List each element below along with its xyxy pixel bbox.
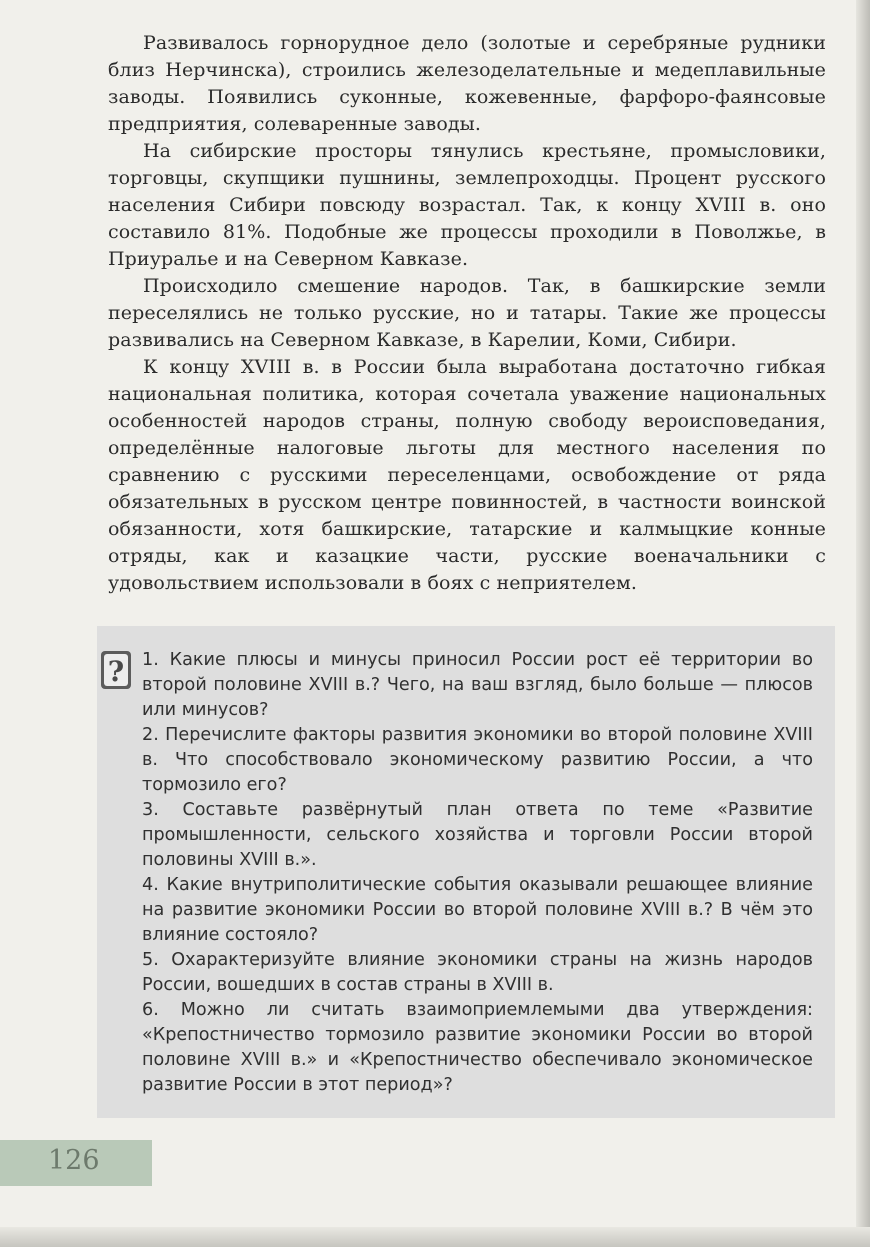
question-item: 3. Составьте развёрнутый план ответа по теме «Развитие промышленности, сельского хозяйства и торговли России второй половины XVIII в.».	[142, 800, 813, 870]
paragraph-peoples: Происходило смешение народов. Так, в башкирские земли переселялись не только русские, но и татары. Такие же процессы развивались на Северном Кавказе, в Карелии, Коми, Сибири.	[108, 275, 826, 351]
question-mark-icon	[99, 648, 133, 692]
question-item: 4. Какие внутриполитические события оказывали решающее влияние на развитие экономики России во второй половине XVIII в.? В чём это влияние состояло?	[142, 875, 813, 945]
page-number: 126	[48, 1145, 100, 1176]
questions-box	[97, 626, 835, 1118]
paragraph-mining: Развивалось горнорудное дело (золотые и серебряные рудники близ Нерчинска), строились железоделательные и медеплавильные заводы. Появились суконные, кожевенные, фарфоро-фаянсовые предприятия, солеваренные заводы.	[108, 32, 826, 135]
question-item: 6. Можно ли считать взаимоприемлемыми два утверждения: «Крепостничество тормозило развитие экономики России во второй половине XVIII в.» и «Крепостничество обеспечивало экономическое развитие России в этот период»?	[142, 1000, 813, 1095]
paragraph-national-policy: К концу XVIII в. в России была выработана достаточно гибкая национальная политика, которая сочетала уважение национальных особенностей народов страны, полную свободу вероисповедания, определённые налоговые льготы для местного населения по сравнению с русскими переселенцами, освобождение от ряда обязательных в русском центре повинностей, в частности воинской обязанности, хотя башкирские, татарские и калмыцкие конные отряды, как и казацкие части, русские военачальники с удовольствием использовали в боях с неприятелем.	[108, 356, 826, 594]
question-item: 1. Какие плюсы и минусы приносил России рост её территории во второй половине XVIII в.? Чего, на ваш взгляд, было больше — плюсов или минусов?	[142, 650, 813, 720]
page-edge-right	[856, 0, 870, 1247]
svg-text:?: ?	[107, 655, 125, 688]
question-item: 5. Охарактеризуйте влияние экономики страны на жизнь народов России, вошедших в состав страны в XVIII в.	[142, 950, 813, 995]
question-item: 2. Перечислите факторы развития экономики во второй половине XVIII в. Что способствовало экономическому развитию России, а что тормозило его?	[142, 725, 813, 795]
paragraph-siberia: На сибирские просторы тянулись крестьяне, промысловики, торговцы, скупщики пушнины, землепроходцы. Процент русского населения Сибири повсюду возрастал. Так, к концу XVIII в. оно составило 81%. Подобные же процессы проходили в Поволжье, в Приуралье и на Северном Кавказе.	[108, 140, 826, 270]
main-text	[108, 30, 826, 597]
questions-list	[142, 648, 813, 1098]
page-number-tab	[0, 1140, 152, 1186]
page-edge-bottom	[0, 1227, 870, 1247]
